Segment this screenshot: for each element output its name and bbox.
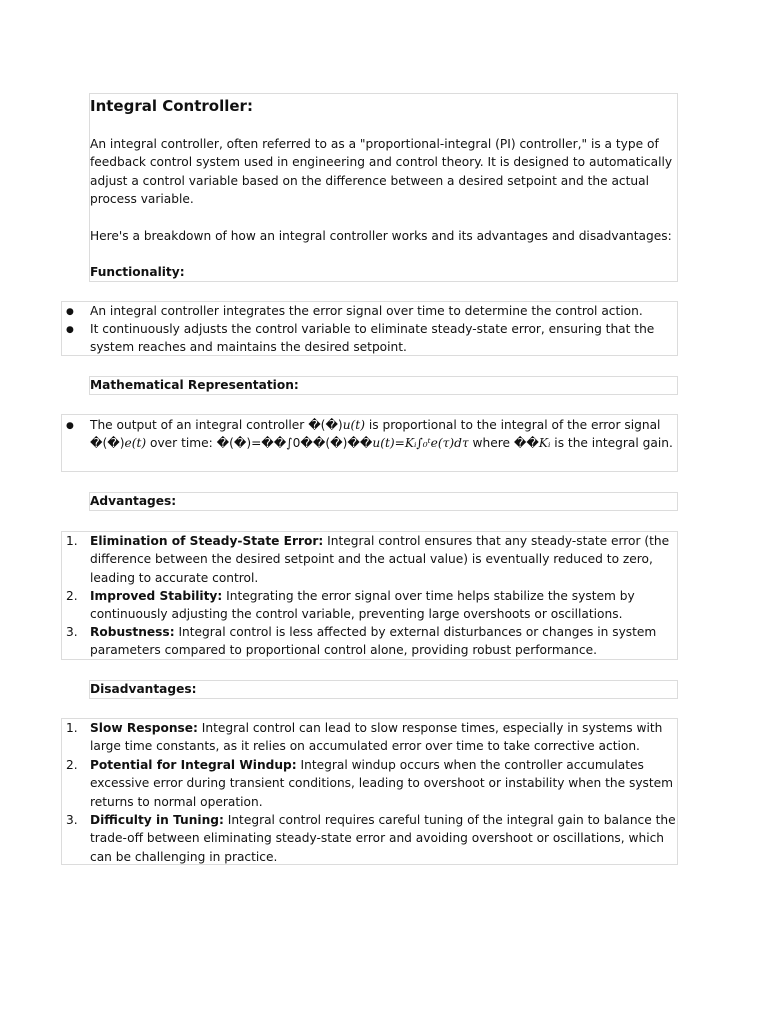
disadvantage-item-3 [90, 811, 678, 866]
advantage-item-1 [90, 532, 678, 587]
list-number: 1. [66, 534, 78, 548]
disadvantage-item-2-text: Integral windup occurs when the controller accumulates excessive error during transient conditions, leading to overshoot or instability when the system returns to normal operation. [90, 758, 674, 809]
advantages-heading-border [89, 492, 678, 511]
advantage-item-1-text: Integral control ensures that any steady-state error (the difference between the desired setpoint and the actual value) is eventually reduced to zero, leading to accurate control. [90, 534, 670, 585]
bullet-marker: ● [66, 307, 74, 317]
list-number: 3. [66, 625, 78, 639]
advantage-item-1-title: Elimination of Steady-State Error: [90, 534, 324, 548]
advantage-item-3-text: Integral control is less affected by external disturbances or changes in system parameters compared to proportional control alone, providing robust performance. [90, 625, 657, 658]
functionality-heading: Functionality: [90, 265, 185, 279]
functionality-item-2: It continuously adjusts the control variable to eliminate steady-state error, ensuring that the system reaches and maintains the desired setpoint. [90, 322, 655, 355]
math-heading: Mathematical Representation: [90, 378, 299, 392]
list-number: 3. [66, 813, 78, 827]
advantage-item-2-title: Improved Stability: [90, 589, 223, 603]
disadvantages-heading: Disadvantages: [90, 682, 197, 696]
list-number: 2. [66, 589, 78, 603]
math-text-5: is the integral gain. [550, 436, 673, 451]
disadvantage-item-1-text: Integral control can lead to slow response times, especially in systems with large time constants, as it relies on accumulated error over time to take corrective action. [90, 721, 663, 754]
page-title: Integral Controller: [90, 97, 253, 115]
advantage-item-3-title: Robustness: [90, 625, 175, 639]
disadvantage-item-3-title: Difficulty in Tuning: [90, 813, 224, 827]
disadvantage-item-2-title: Potential for Integral Windup: [90, 758, 297, 772]
functionality-item-1: An integral controller integrates the error signal over time to determine the control action. [90, 304, 643, 318]
math-text-4: where [468, 436, 514, 451]
intro-paragraph: An integral controller, often referred to as a "proportional-integral (PI) controller," is a type of feedback control system used in engineering and control theory. It is designed to automatically adjust a control variable based on the difference between a desired setpoint and the actual process variable. [90, 137, 673, 206]
math-expression: u(t)=Kᵢ∫₀ᵗe(τ)dτ [372, 436, 469, 451]
math-expression: u(t) [342, 418, 365, 432]
math-item [90, 416, 678, 453]
disadvantage-item-1 [90, 719, 678, 756]
advantage-item-2 [90, 587, 678, 624]
advantage-item-3 [90, 623, 678, 660]
list-number: 1. [66, 721, 78, 735]
math-expression: Kᵢ [538, 436, 551, 451]
garbled-symbol: �� [513, 436, 539, 451]
math-expression: e(t) [124, 436, 147, 451]
advantage-item-2-text: Integrating the error signal over time helps stabilize the system by continuously adjusting the control variable, preventing large overshoots or oscillations. [90, 589, 635, 622]
list-number: 2. [66, 758, 78, 772]
disadvantage-item-3-text: Integral control requires careful tuning of the integral gain to balance the trade-off between eliminating steady-state error and avoiding overshoot or oscillations, which can be challenging in practice. [90, 813, 676, 864]
disadvantage-item-2 [90, 756, 678, 811]
breakdown-paragraph: Here's a breakdown of how an integral controller works and its advantages and disadvantages: [90, 229, 672, 243]
garbled-symbol: �(�) [308, 418, 343, 432]
garbled-symbol: �(�) [90, 436, 125, 451]
disadvantage-item-1-title: Slow Response: [90, 721, 198, 735]
garbled-symbol: �(�)=��∫0��(�)�� [216, 436, 373, 451]
math-text-3: over time: [146, 436, 217, 451]
advantages-heading: Advantages: [90, 494, 177, 508]
math-text-2: is proportional to the integral of the error signal [364, 418, 661, 432]
bullet-marker: ● [66, 421, 74, 431]
math-text-1: The output of an integral controller [90, 418, 309, 432]
bullet-marker: ● [66, 325, 74, 335]
